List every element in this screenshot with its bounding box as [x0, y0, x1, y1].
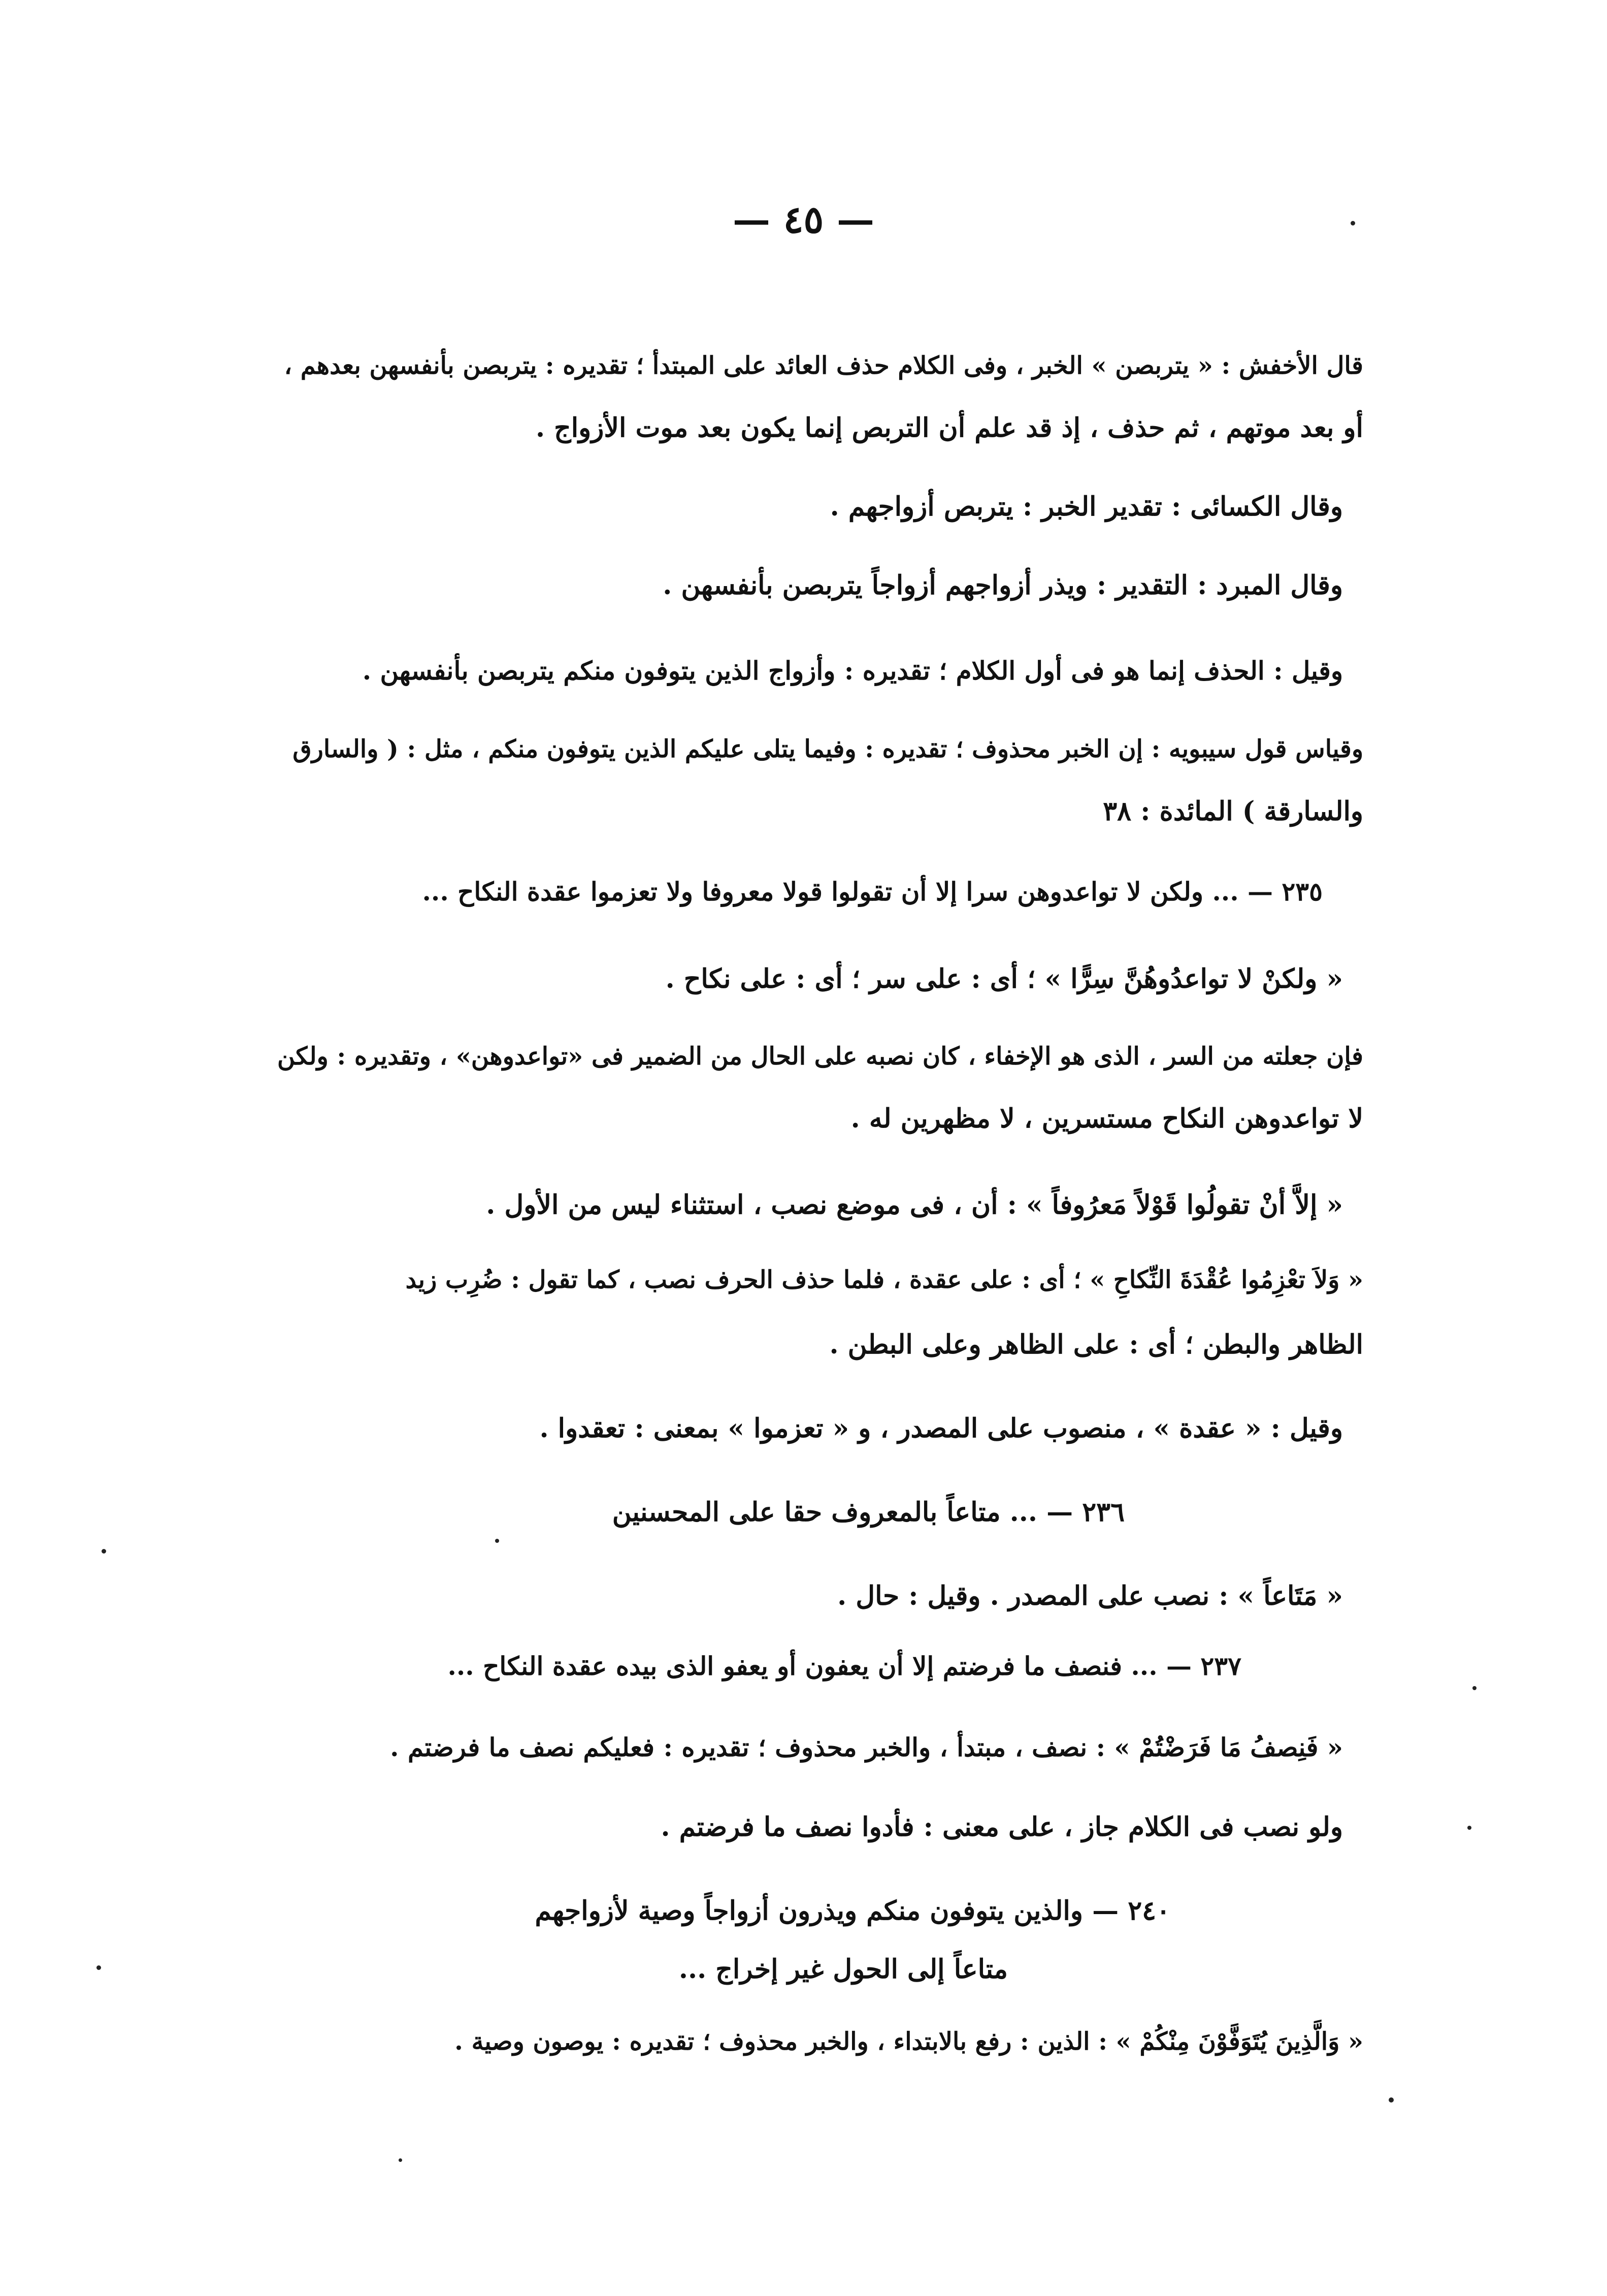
text-line: ولو نصب فى الكلام جاز ، على معنى : فأدوا نصف ما فرضتم .: [661, 1812, 1343, 1842]
text-line: لا تواعدوهن النكاح مستسرين ، لا مظهرين له .: [850, 1103, 1363, 1134]
text-line: أو بعد موتهم ، ثم حذف ، إذ قد علم أن التربص إنما يكون بعد موت الأزواج .: [535, 412, 1363, 443]
scan-speck: [399, 2158, 402, 2162]
text-line: ٢٣٥ — ... ولكن لا تواعدوهن سرا إلا أن تقولوا قولا معروفا ولا تعزموا عقدة النكاح ...: [422, 877, 1323, 907]
text-line: وقيل : الحذف إنما هو فى أول الكلام ؛ تقديره : وأزواج الذين يتوفون منكم يتربصن بأنفسهن .: [362, 656, 1343, 686]
scan-speck: [96, 1965, 101, 1970]
text-line: « وَلاَ تعْزِمُوا عُقْدَةَ النِّكاحِ » ؛ أى : على عقدة ، فلما حذف الحرف نصب ، كما تقول : ضُرِب زيد: [405, 1266, 1363, 1294]
text-line: ٢٤٠ — والذين يتوفون منكم ويذرون أزواجاً وصية لأزواجهم: [535, 1895, 1170, 1926]
text-line: ٢٣٦ — ... متاعاً بالمعروف حقا على المحسنين: [612, 1497, 1125, 1528]
text-line: قال الأخفش : « يتربصن » الخبر ، وفى الكلام حذف العائد على المبتدأ ؛ تقديره : يتربصن بأنفسهن بعدهم ،: [284, 351, 1363, 380]
text-line: فإن جعلته من السر ، الذى هو الإخفاء ، كان نصبه على الحال من الضمير فى «تواعدوهن» ، وتقديره : ولكن: [277, 1042, 1363, 1071]
text-line: « ولكنْ لا تواعدُوهُنَّ سِرًّا » ؛ أى : على سر ؛ أى : على نكاح .: [665, 963, 1343, 994]
text-line: والسارقة ) المائدة : ٣٨: [1103, 796, 1363, 827]
scan-speck: [102, 1549, 106, 1554]
scan-speck: [495, 1539, 499, 1543]
text-line: « إلاَّ أنْ تقولُوا قَوْلاً مَعرُوفاً » : أن ، فى موضع نصب ، استثناء ليس من الأول .: [486, 1189, 1343, 1220]
page-number: — ٤٥ —: [732, 198, 875, 242]
scan-speck: [1467, 1826, 1471, 1830]
scan-speck: [1472, 1686, 1477, 1690]
text-line: الظاهر والبطن ؛ أى : على الظاهر وعلى البطن .: [829, 1329, 1363, 1360]
text-line: « مَتَاعاً » : نصب على المصدر . وقيل : حال .: [837, 1580, 1343, 1611]
text-line: وقياس قول سيبويه : إن الخبر محذوف ؛ تقديره : وفيما يتلى عليكم الذين يتوفون منكم ، مثل : ( والسارق: [292, 735, 1363, 763]
text-line: وقيل : « عقدة » ، منصوب على المصدر ، و « تعزموا » بمعنى : تعقدوا .: [539, 1413, 1343, 1444]
text-line: « وَالَّذِينَ يُتَوَفَّوْنَ مِنْكُمْ » : الذين : رفع بالابتداء ، والخبر محذوف ؛ تقديره : يوصون وصية .: [454, 2027, 1363, 2056]
text-line: ٢٣٧ — ... فنصف ما فرضتم إلا أن يعفون أو يعفو الذى بيده عقدة النكاح ...: [447, 1651, 1241, 1681]
text-line: متاعاً إلى الحول غير إخراج ...: [678, 1954, 1008, 1985]
text-line: « فَنِصفُ مَا فَرَضْتُمْ » : نصف ، مبتدأ ، والخبر محذوف ؛ تقديره : فعليكم نصف ما فرضتم .: [390, 1732, 1343, 1762]
text-line: وقال المبرد : التقدير : ويذر أزواجهم أزواجاً يتربصن بأنفسهن .: [663, 570, 1343, 601]
scan-speck: [1351, 221, 1355, 225]
scan-speck: [1389, 2097, 1394, 2103]
text-line: وقال الكسائى : تقدير الخبر : يتربص أزواجهم .: [830, 491, 1343, 522]
